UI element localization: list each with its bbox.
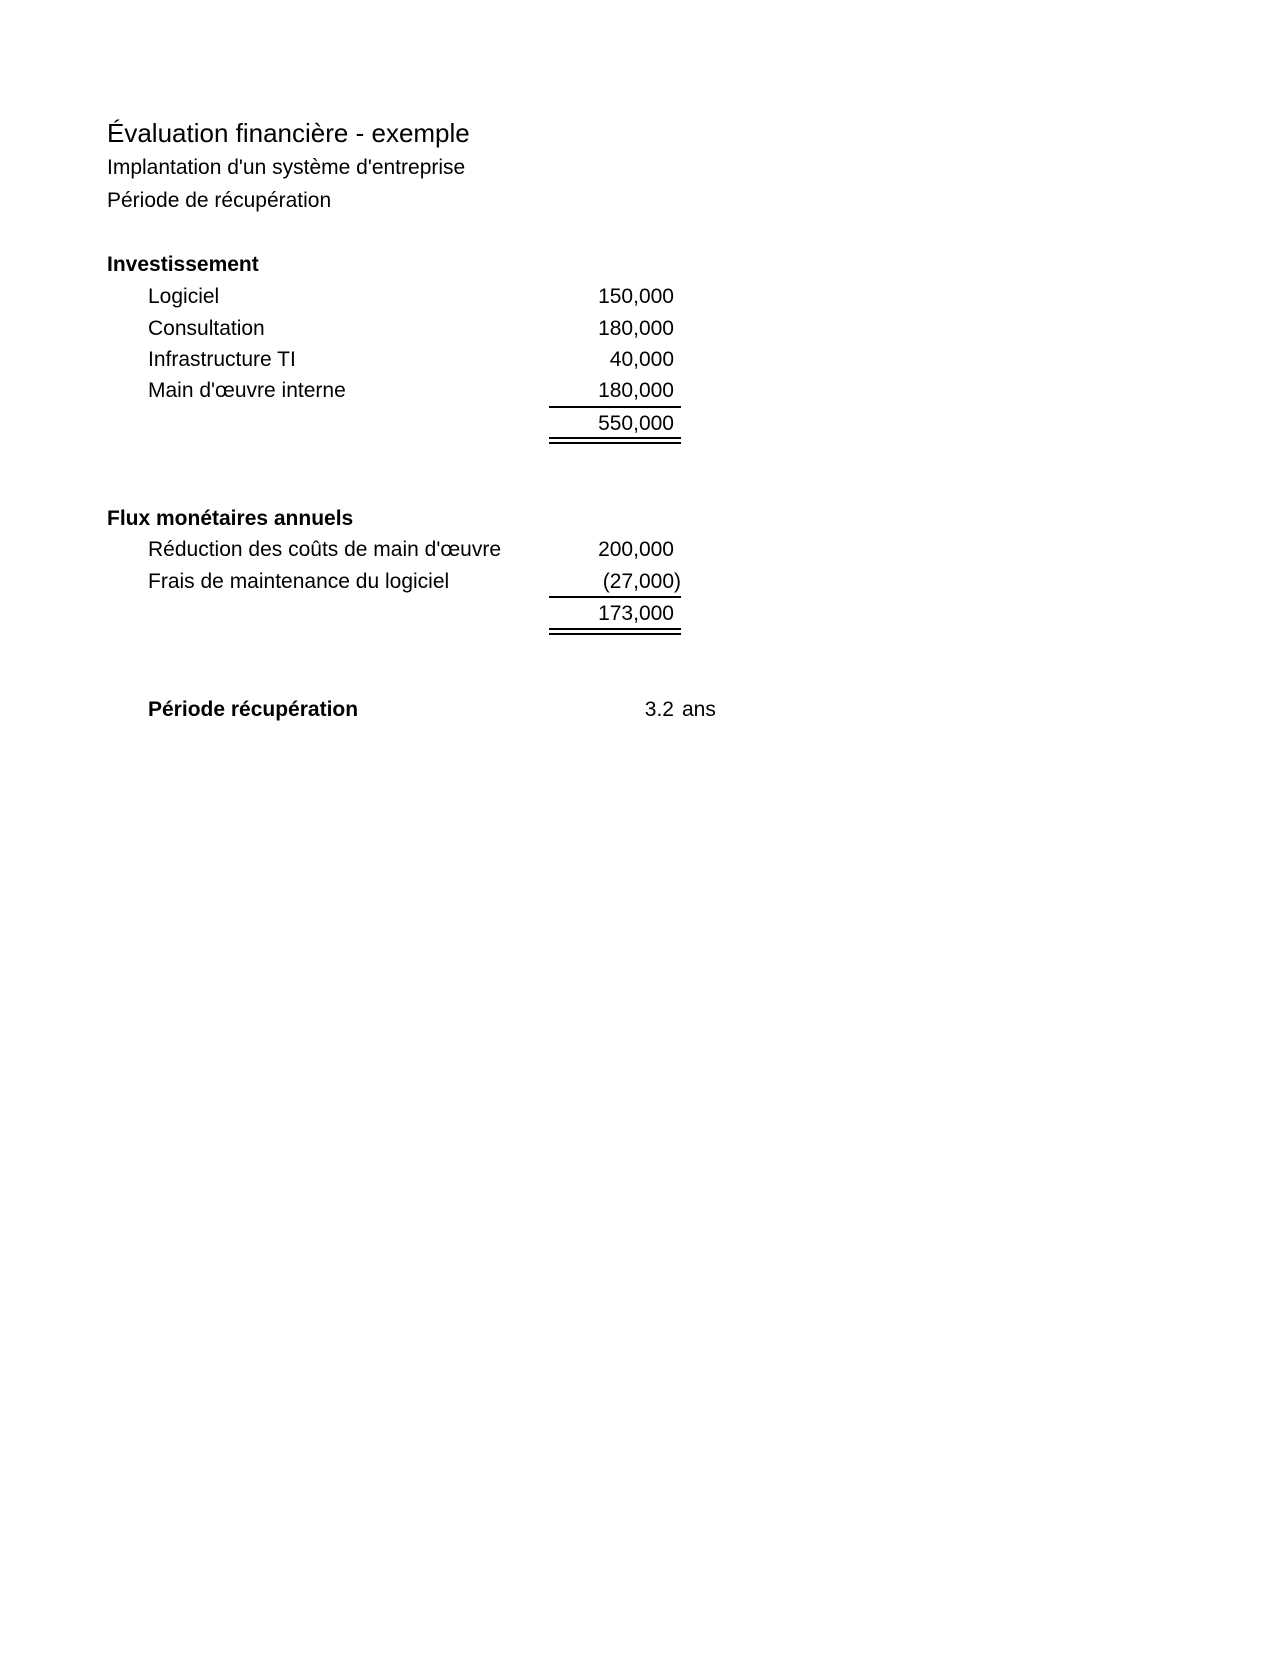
payback-unit: ans — [682, 698, 716, 721]
payback-label: Période récupération — [148, 698, 359, 721]
cashflow-item-value: 200,000 — [598, 538, 674, 561]
cashflow-item-label: Réduction des coûts de main d'œuvre — [148, 538, 502, 561]
total-double-rule — [549, 437, 681, 444]
investment-item-label: Main d'œuvre interne — [148, 379, 346, 402]
payback-value: 3.2 — [644, 698, 674, 721]
investment-item-label: Infrastructure TI — [148, 348, 296, 371]
investment-item-value: 40,000 — [609, 348, 674, 371]
cashflow-item-value: (27,000) — [602, 570, 681, 593]
investment-total-value: 550,000 — [598, 412, 674, 435]
investment-item-label: Logiciel — [148, 285, 220, 308]
investment-item-value: 180,000 — [598, 317, 674, 340]
cashflow-item-label: Frais de maintenance du logiciel — [148, 570, 450, 593]
page-subtitle: Implantation d'un système d'entreprise — [107, 156, 466, 179]
section-title: Période de récupération — [107, 189, 332, 212]
page-title: Évaluation financière - exemple — [107, 118, 470, 148]
investment-item-label: Consultation — [148, 317, 265, 340]
investment-item-value: 180,000 — [598, 379, 674, 402]
investment-heading: Investissement — [107, 253, 259, 276]
subtotal-rule — [549, 406, 681, 408]
investment-item-value: 150,000 — [598, 285, 674, 308]
cashflow-total-value: 173,000 — [598, 602, 674, 625]
total-double-rule — [549, 628, 681, 635]
subtotal-rule — [549, 596, 681, 598]
cashflow-heading: Flux monétaires annuels — [107, 507, 354, 530]
